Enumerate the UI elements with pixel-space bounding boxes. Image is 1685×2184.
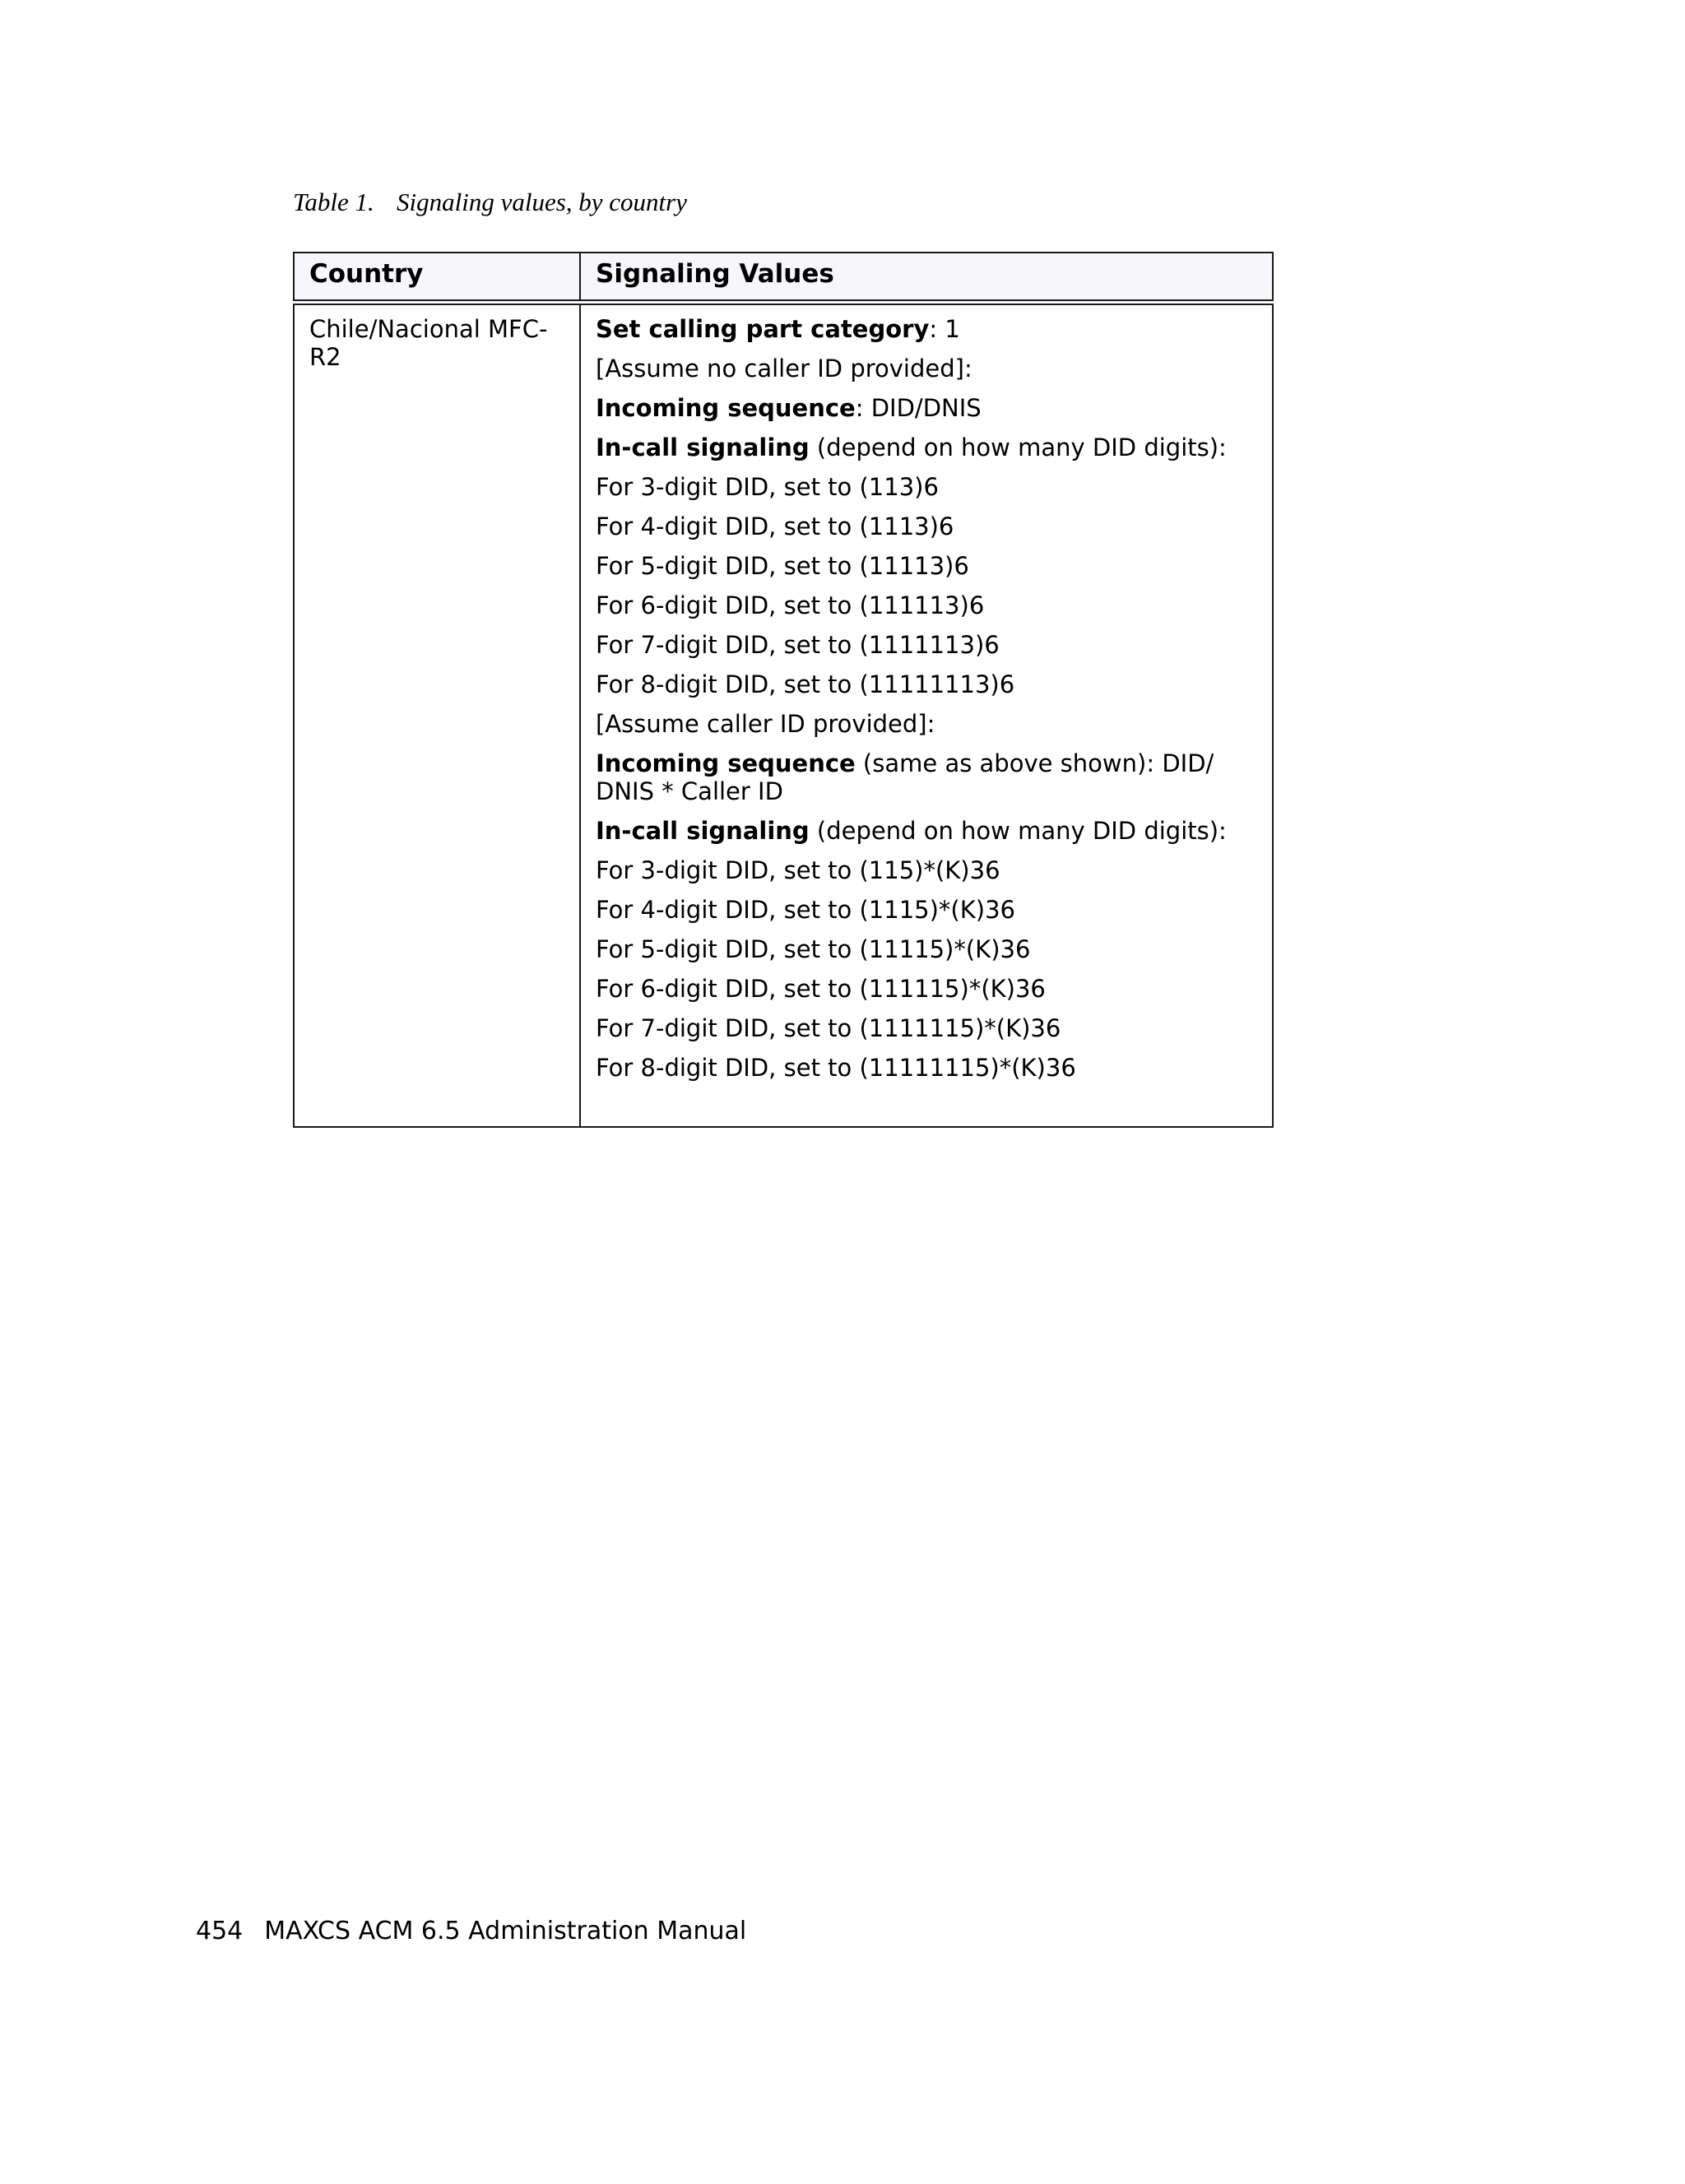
table-caption-number: Table 1. <box>293 188 374 216</box>
country-name: Chile/Nacional MFC-R2 <box>309 315 548 371</box>
signaling-line: For 3-digit DID, set to (115)*(K)36 <box>596 856 1000 884</box>
signaling-line: For 3-digit DID, set to (113)6 <box>596 473 939 501</box>
table-header-row <box>294 253 1273 303</box>
signaling-line: In-call signaling (depend on how many DID digits): <box>596 817 1227 845</box>
signaling-line: For 5-digit DID, set to (11115)*(K)36 <box>596 935 1031 963</box>
signaling-line: For 6-digit DID, set to (111113)6 <box>596 591 985 619</box>
signaling-line: For 8-digit DID, set to (11111115)*(K)36 <box>596 1054 1076 1082</box>
manual-title: MAXCS ACM 6.5 Administration Manual <box>264 1917 747 1945</box>
signaling-line: For 7-digit DID, set to (1111113)6 <box>596 631 1000 659</box>
signaling-line: For 6-digit DID, set to (111115)*(K)36 <box>596 975 1046 1003</box>
signaling-line: Incoming sequence: DID/DNIS <box>596 394 982 422</box>
signaling-values-table <box>293 252 1274 1128</box>
signaling-values-cell <box>580 303 1273 1128</box>
signaling-line: Set calling part category: 1 <box>596 315 960 343</box>
signaling-line: [Assume caller ID provided]: <box>596 710 935 738</box>
table-caption <box>293 188 687 217</box>
page-number: 454 <box>196 1917 244 1945</box>
signaling-line: For 8-digit DID, set to (11111113)6 <box>596 670 1015 698</box>
header-country: Country <box>294 253 580 303</box>
table-caption-title: Signaling values, by country <box>397 188 687 216</box>
signaling-line: For 7-digit DID, set to (1111115)*(K)36 <box>596 1014 1061 1042</box>
table-row <box>294 303 1273 1128</box>
country-cell <box>294 303 580 1128</box>
header-signaling-values: Signaling Values <box>580 253 1273 303</box>
signaling-line: For 4-digit DID, set to (1113)6 <box>596 512 954 540</box>
signaling-line: In-call signaling (depend on how many DID digits): <box>596 434 1227 461</box>
signaling-line: For 4-digit DID, set to (1115)*(K)36 <box>596 896 1015 924</box>
page-footer <box>196 1917 746 1945</box>
signaling-line: For 5-digit DID, set to (11113)6 <box>596 552 969 580</box>
signaling-line: [Assume no caller ID provided]: <box>596 355 972 383</box>
signaling-line: Incoming sequence (same as above shown): DID/ DNIS * Caller ID <box>596 749 1214 805</box>
